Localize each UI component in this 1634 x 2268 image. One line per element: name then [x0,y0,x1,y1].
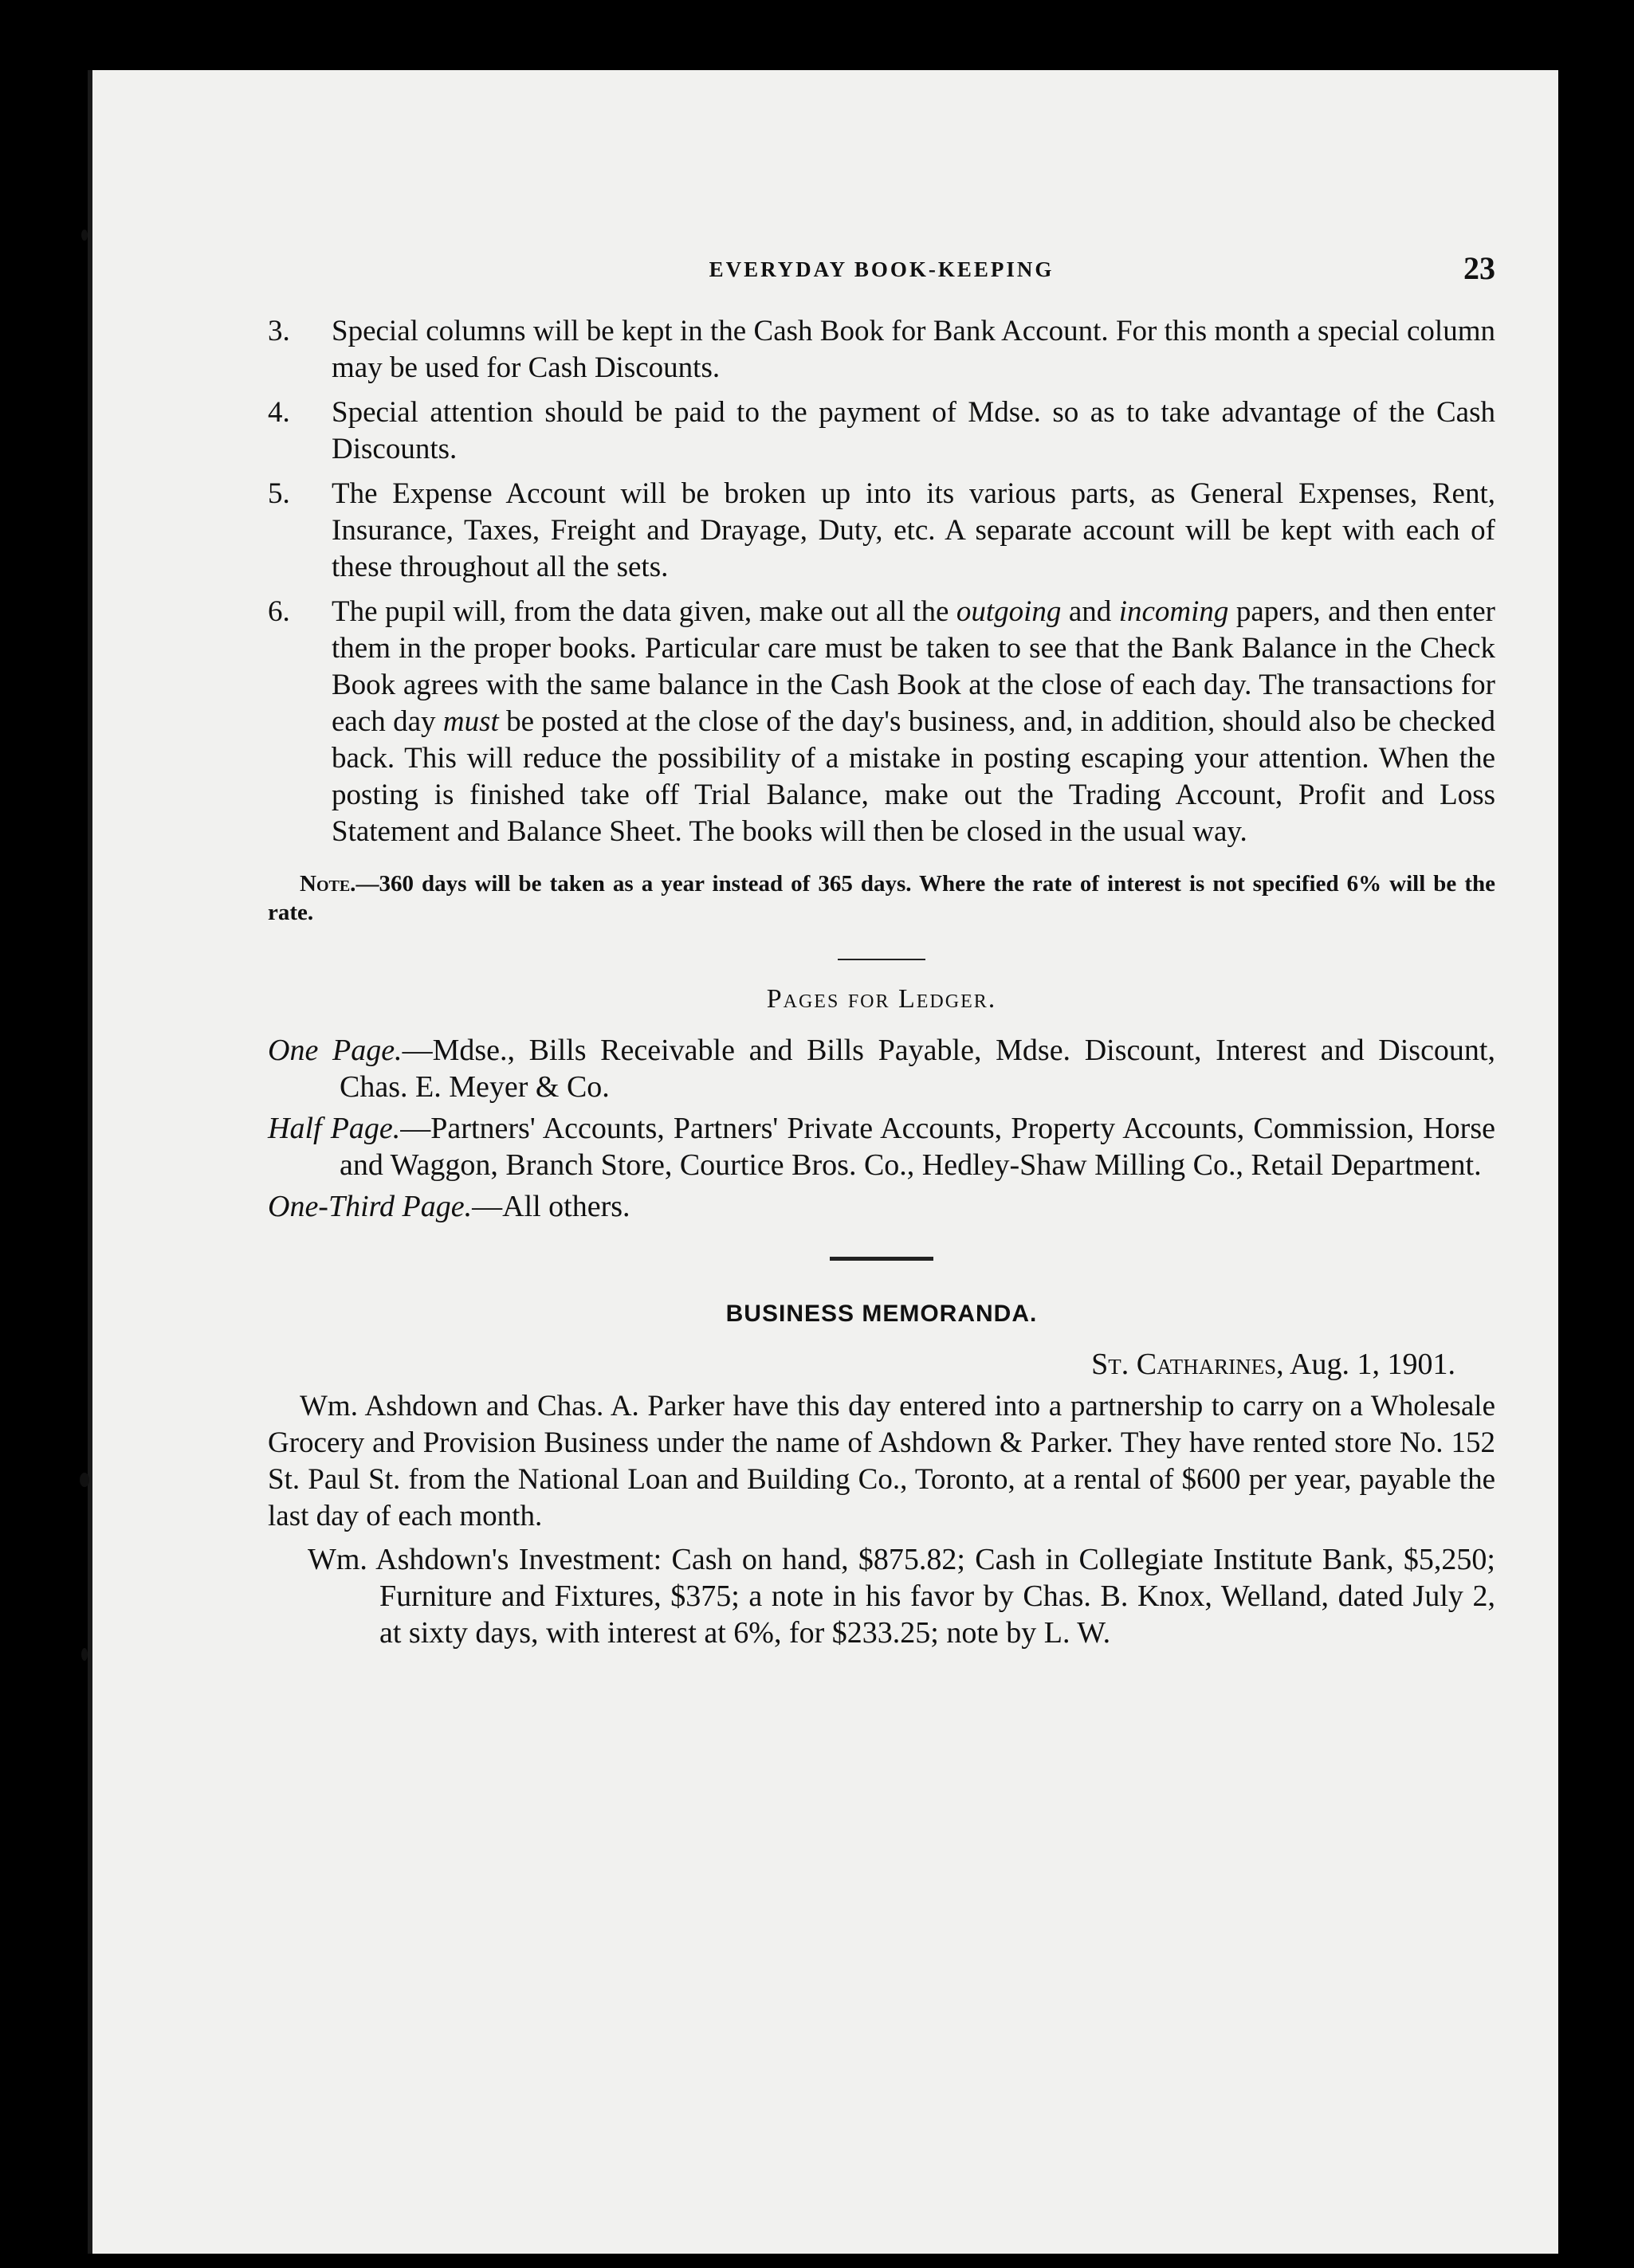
divider [830,1257,933,1261]
ledger-item-text: —All others. [472,1190,630,1223]
ledger-item-label: One-Third Page. [268,1190,473,1223]
ledger-item [268,1032,1495,1105]
note-text: —360 days will be taken as a year instead of 365 days. Where the rate of interest is not specified 6% will be the rate. [268,871,1495,925]
rule-text: papers, and then enter them in the proper books. Particular care must be taken to see that the Bank Balance in the Check Book agrees with the same balance in the Cash Book at the close of each day. The transactions for each day [332,595,1495,738]
binding-mark [81,1648,88,1661]
running-title: EVERYDAY BOOK-KEEPING [709,257,1055,281]
rule-emphasis: must [442,705,499,738]
rule-item [268,394,1495,468]
rule-item [268,313,1495,387]
rule-text: Special attention should be paid to the payment of Mdse. so as to take advantage of the Cash Discounts. [332,396,1495,465]
dateline-place: St. Catharines, [1091,1348,1284,1381]
ledger-item-text: —Mdse., Bills Receivable and Bills Payable, Mdse. Discount, Interest and Discount, Chas. E. Meyer & Co. [340,1034,1495,1104]
rule-number: 3. [268,315,290,347]
rules-section [268,313,1495,1651]
rule-text: The Expense Account will be broken up into its various parts, as General Expenses, Rent, Insurance, Taxes, Freight and Drayage, Duty, etc. A separate account will be kept with each of these throughout all the sets. [332,477,1495,583]
note-label: Note. [300,871,356,897]
dateline [268,1347,1455,1382]
book-page [88,70,1558,2254]
memoranda-title: BUSINESS MEMORANDA. [725,1301,1038,1327]
rule-item [268,476,1495,586]
rule-text: and [1061,595,1119,628]
ledger-item [268,1188,1495,1225]
ledger-item-label: One Page. [268,1034,403,1067]
rule-emphasis: incoming [1118,595,1229,628]
dateline-date: Aug. 1, 1901. [1290,1348,1455,1381]
page-number: 23 [1463,250,1495,286]
ledger-item-label: Half Page. [268,1112,401,1145]
rule-number: 4. [268,396,290,429]
rule-text: The pupil will, from the data given, make out all the [332,595,956,628]
rule-item [268,594,1495,850]
rule-text: be posted at the close of the day's business, and, in addition, should also be checked back. This will reduce the possibility of a mistake in posting escaping your attention. When the posting is finished take off Trial Balance, make out the Trading Account, Profit and Loss Statement and Balance Sheet. The books will then be closed in the usual way. [332,705,1495,848]
rule-text: Special columns will be kept in the Cash Book for Bank Account. For this month a special column may be used for Cash Discounts. [332,315,1495,384]
note [268,869,1495,927]
binding-mark [81,230,88,241]
memoranda-paragraph: Wm. Ashdown's Investment: Cash on hand, $875.82; Cash in Collegiate Institute Bank, $5,250; Furniture and Fixtures, $375; a note in his favor by Chas. B. Knox, Welland, dated July 2, at sixty days, with interest at 6%, for $233.25; note by L. W. [308,1543,1495,1650]
running-head [268,249,1495,289]
divider [838,959,925,960]
ledger-item [268,1110,1495,1183]
ledger-item-text: —Partners' Accounts, Partners' Private Accounts, Property Accounts, Commission, Horse and Waggon, Branch Store, Courtice Bros. Co., Hedley-Shaw Milling Co., Retail Department. [340,1112,1495,1182]
rule-emphasis: outgoing [956,595,1062,628]
binding-mark [80,1473,89,1487]
rule-number: 6. [268,595,290,628]
rule-number: 5. [268,477,290,510]
ledger-title: Pages for Ledger. [766,984,997,1014]
memoranda-paragraph: Wm. Ashdown and Chas. A. Parker have this day entered into a partnership to carry on a Wholesale Grocery and Provision Business under the name of Ashdown & Parker. They have rented store No. 152 St. Paul St. from the National Loan and Building Co., Toronto, at a rental of $600 per year, payable the last day of each month. [268,1390,1495,1532]
